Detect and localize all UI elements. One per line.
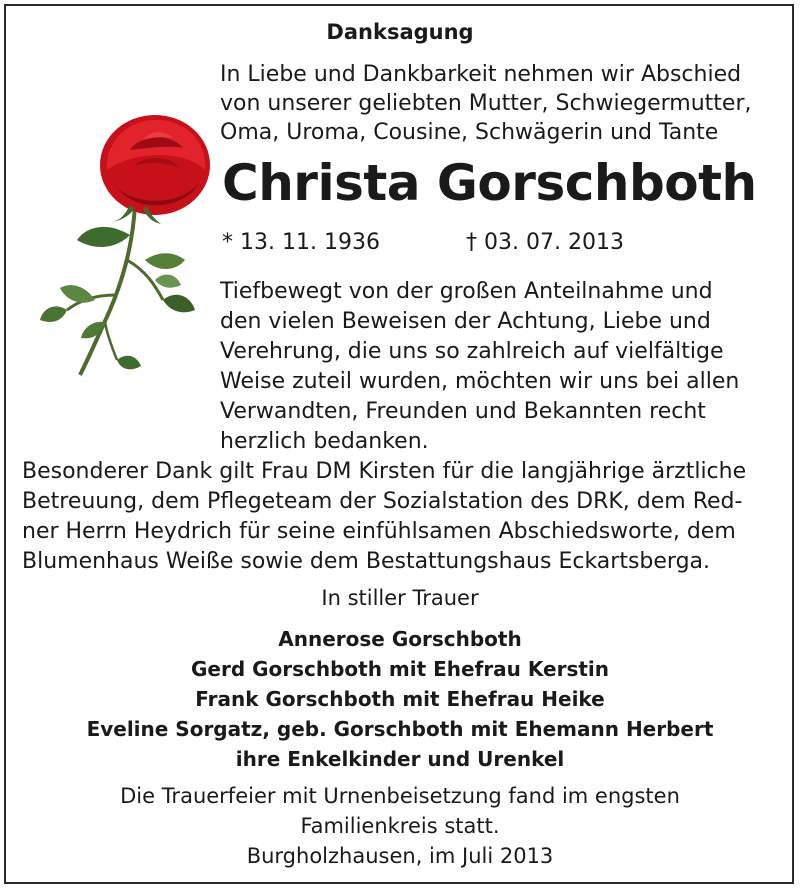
intro-line: von unserer geliebten Mutter, Schwiegermutter, <box>220 91 752 116</box>
intro-text <box>220 60 752 147</box>
thanks-line: Verwandten, Freunden und Bekannten recht <box>220 399 706 424</box>
intro-line: Oma, Uroma, Cousine, Schwägerin und Tante <box>220 120 719 145</box>
notice-heading: Danksagung <box>326 20 474 44</box>
special-thanks-text <box>22 457 746 577</box>
family-member: Frank Gorschboth mit Ehefrau Heike <box>195 687 605 711</box>
special-thanks-line: Blumenhaus Weiße sowie dem Bestattungshaus Eckartsberga. <box>22 549 711 574</box>
special-thanks-line: ner Herrn Heydrich für seine einfühlsamen Abschiedsworte, dem <box>22 519 736 544</box>
deceased-name: Christa Gorschboth <box>222 154 757 212</box>
closing-line: Burgholzhausen, im Juli 2013 <box>246 844 554 868</box>
thanks-line: herzlich bedanken. <box>220 429 429 454</box>
family-list <box>0 624 800 774</box>
thanks-line: Weise zuteil wurden, möchten wir uns bei allen <box>220 369 740 394</box>
special-thanks-line: Besonderer Dank gilt Frau DM Kirsten für die langjährige ärztliche <box>22 459 747 484</box>
closing-text <box>0 781 800 871</box>
thanks-line: Tiefbewegt von der großen Anteilnahme und <box>220 279 713 304</box>
thanks-text <box>220 277 739 457</box>
family-member: ihre Enkelkinder und Urenkel <box>235 747 565 771</box>
thanks-line: Verehrung, die uns so zahlreich auf vielfältige <box>220 339 724 364</box>
intro-line: In Liebe und Dankbarkeit nehmen wir Abschied <box>220 62 742 87</box>
family-member: Eveline Sorgatz, geb. Gorschboth mit Ehemann Herbert <box>86 717 714 741</box>
family-member: Annerose Gorschboth <box>278 627 522 651</box>
mourning-line: In stiller Trauer <box>321 586 479 610</box>
closing-line: Die Trauerfeier mit Urnenbeisetzung fand im engsten <box>120 784 680 808</box>
closing-line: Familienkreis statt. <box>300 814 500 838</box>
thanks-line: den vielen Beweisen der Achtung, Liebe und <box>220 309 711 334</box>
special-thanks-line: Betreuung, dem Pflegeteam der Sozialstation des DRK, dem Red- <box>22 489 743 514</box>
death-date: † 03. 07. 2013 <box>466 230 624 255</box>
family-member: Gerd Gorschboth mit Ehefrau Kerstin <box>190 657 610 681</box>
red-rose-icon <box>35 110 215 380</box>
birth-date: * 13. 11. 1936 <box>222 230 380 255</box>
